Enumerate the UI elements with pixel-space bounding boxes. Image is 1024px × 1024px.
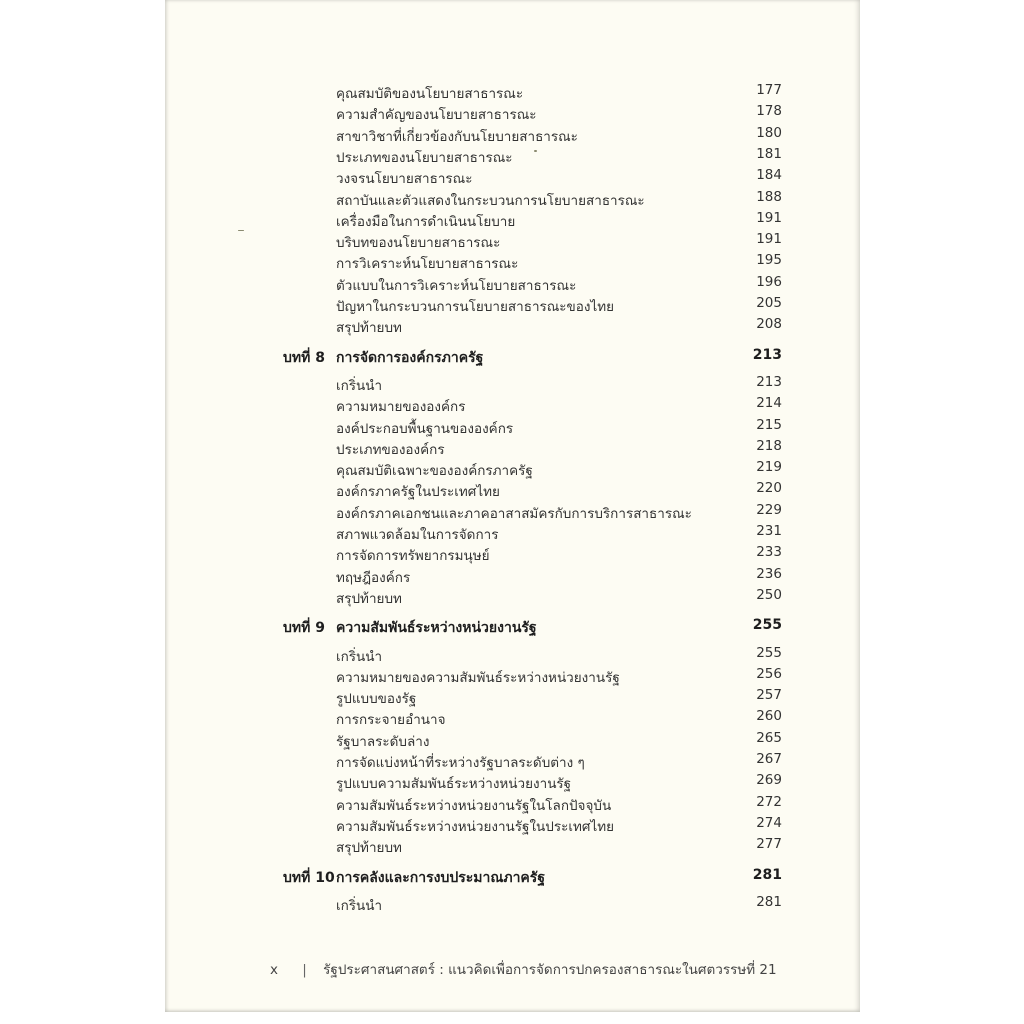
page-number: 257 bbox=[756, 687, 782, 704]
section-title: ความสัมพันธ์ระหว่างหน่วยงานรัฐในโลกปัจจุบัน bbox=[336, 797, 612, 814]
toc-row bbox=[0, 146, 1024, 166]
section-title: การวิเคราะห์นโยบายสาธารณะ bbox=[336, 256, 519, 273]
toc-row bbox=[0, 189, 1024, 209]
page-number: 260 bbox=[756, 708, 782, 725]
toc-row bbox=[0, 438, 1024, 458]
section-title: ความสำคัญของนโยบายสาธารณะ bbox=[336, 107, 537, 124]
toc-row bbox=[0, 523, 1024, 543]
section-title: การจัดการทรัพยากรมนุษย์ bbox=[336, 548, 490, 565]
page-number: 269 bbox=[756, 772, 782, 789]
toc-row bbox=[0, 687, 1024, 707]
paper-speck bbox=[238, 230, 244, 231]
toc-row bbox=[0, 480, 1024, 500]
page-number: 218 bbox=[756, 437, 782, 454]
toc-row bbox=[0, 815, 1024, 835]
section-title: ประเภทของนโยบายสาธารณะ bbox=[336, 149, 513, 166]
page-number: 177 bbox=[756, 82, 782, 98]
toc-row bbox=[0, 167, 1024, 187]
page-number: 205 bbox=[756, 295, 782, 311]
section-title: การกระจายอำนาจ bbox=[336, 712, 446, 729]
toc-row bbox=[0, 566, 1024, 586]
section-title: องค์ประกอบพื้นฐานขององค์กร bbox=[336, 420, 514, 437]
page-number: 213 bbox=[752, 346, 782, 363]
section-title: ปัญหาในกระบวนการนโยบายสาธารณะของไทย bbox=[336, 299, 615, 315]
chapter-label: บทที่ 10 bbox=[283, 869, 335, 886]
page-number: 272 bbox=[756, 793, 782, 810]
section-title: สรุปท้ายบท bbox=[336, 590, 402, 607]
page-number: 229 bbox=[756, 501, 782, 518]
toc-row bbox=[0, 316, 1024, 336]
toc-row bbox=[0, 103, 1024, 123]
page-number: 180 bbox=[756, 124, 782, 141]
toc-row bbox=[0, 395, 1024, 415]
chapter-title: การจัดการองค์กรภาครัฐ bbox=[336, 349, 484, 366]
footer-running-title: รัฐประศาสนศาสตร์ : แนวคิดเพื่อการจัดการปกครองสาธารณะในศตวรรษที่ 21 bbox=[323, 962, 777, 978]
footer-page-number: x bbox=[270, 962, 278, 978]
toc-row bbox=[0, 772, 1024, 792]
page-number: 255 bbox=[756, 644, 782, 661]
page-number: 250 bbox=[756, 586, 782, 603]
page-number: 188 bbox=[756, 188, 782, 205]
section-title: รูปแบบของรัฐ bbox=[336, 691, 417, 708]
section-title: เครื่องมือในการดำเนินนโยบาย bbox=[336, 213, 516, 230]
section-title: สรุปท้ายบท bbox=[336, 840, 402, 857]
section-title: คุณสมบัติเฉพาะขององค์กรภาครัฐ bbox=[336, 463, 533, 480]
toc-row bbox=[0, 210, 1024, 230]
toc-row bbox=[0, 417, 1024, 437]
chapter-label: บทที่ 9 bbox=[283, 620, 325, 637]
toc-row bbox=[0, 708, 1024, 728]
page-number: 274 bbox=[756, 814, 782, 831]
toc-row bbox=[0, 252, 1024, 272]
page-number: 281 bbox=[756, 893, 782, 910]
section-title: สรุปท้ายบท bbox=[336, 320, 402, 337]
page-number: 220 bbox=[756, 480, 782, 497]
section-title: ความหมายของความสัมพันธ์ระหว่างหน่วยงานรัฐ bbox=[336, 669, 620, 686]
toc-row bbox=[0, 502, 1024, 522]
paper-speck bbox=[534, 150, 537, 152]
toc-chapter-row bbox=[0, 347, 1024, 367]
section-title: สาขาวิชาที่เกี่ยวข้องกับนโยบายสาธารณะ bbox=[336, 128, 578, 145]
section-title: ความสัมพันธ์ระหว่างหน่วยงานรัฐในประเทศไทย bbox=[336, 818, 615, 835]
toc-row bbox=[0, 645, 1024, 665]
section-title: ความหมายขององค์กร bbox=[336, 399, 466, 416]
page-number: 191 bbox=[756, 209, 782, 226]
page-number: 191 bbox=[756, 231, 782, 248]
section-title: รูปแบบความสัมพันธ์ระหว่างหน่วยงานรัฐ bbox=[336, 776, 572, 793]
chapter-label: บทที่ 8 bbox=[283, 349, 325, 366]
toc-row bbox=[0, 730, 1024, 750]
section-title: บริบทของนโยบายสาธารณะ bbox=[336, 235, 501, 252]
page-number: 265 bbox=[756, 729, 782, 746]
toc-chapter-row bbox=[0, 617, 1024, 637]
page-number: 267 bbox=[756, 751, 782, 767]
page-number: 181 bbox=[756, 145, 782, 162]
section-title: เกริ่นนำ bbox=[336, 377, 383, 394]
section-title: องค์กรภาคเอกชนและภาคอาสาสมัครกับการบริการสาธารณะ bbox=[336, 505, 692, 522]
section-title: ทฤษฎีองค์กร bbox=[336, 569, 411, 586]
toc-row bbox=[0, 544, 1024, 564]
page-number: 178 bbox=[756, 103, 782, 120]
section-title: รัฐบาลระดับล่าง bbox=[336, 733, 430, 750]
section-title: สภาพแวดล้อมในการจัดการ bbox=[336, 527, 499, 543]
page-number: 195 bbox=[756, 252, 782, 269]
page-number: 256 bbox=[756, 665, 782, 682]
page-number: 255 bbox=[752, 617, 782, 634]
page-number: 236 bbox=[756, 565, 782, 582]
running-footer bbox=[270, 958, 777, 980]
page-number: 213 bbox=[756, 373, 782, 390]
toc-row bbox=[0, 666, 1024, 686]
section-title: เกริ่นนำ bbox=[336, 648, 383, 665]
section-title: ตัวแบบในการวิเคราะห์นโยบายสาธารณะ bbox=[336, 277, 577, 294]
toc-row bbox=[0, 794, 1024, 814]
page-number: 277 bbox=[756, 836, 782, 853]
page-number: 281 bbox=[752, 866, 782, 883]
toc-chapter-row bbox=[0, 867, 1024, 887]
toc-row bbox=[0, 125, 1024, 145]
toc-row bbox=[0, 894, 1024, 914]
section-title: การจัดแบ่งหน้าที่ระหว่างรัฐบาลระดับต่าง ๆ bbox=[336, 755, 585, 771]
footer-separator: | bbox=[302, 962, 307, 978]
section-title: องค์กรภาครัฐในประเทศไทย bbox=[336, 484, 500, 501]
chapter-title: การคลังและการงบประมาณภาครัฐ bbox=[336, 869, 546, 886]
chapter-title: ความสัมพันธ์ระหว่างหน่วยงานรัฐ bbox=[336, 620, 537, 637]
toc-row bbox=[0, 82, 1024, 102]
toc-row bbox=[0, 231, 1024, 251]
page-number: 208 bbox=[756, 316, 782, 333]
page-number: 214 bbox=[756, 395, 782, 412]
page-number: 233 bbox=[756, 544, 782, 561]
page-number: 215 bbox=[756, 416, 782, 433]
page-number: 184 bbox=[756, 167, 782, 184]
section-title: คุณสมบัติของนโยบายสาธารณะ bbox=[336, 86, 524, 102]
toc-row bbox=[0, 751, 1024, 771]
toc-row bbox=[0, 274, 1024, 294]
section-title: วงจรนโยบายสาธารณะ bbox=[336, 171, 473, 188]
toc-row bbox=[0, 459, 1024, 479]
toc-row bbox=[0, 587, 1024, 607]
toc-row bbox=[0, 836, 1024, 856]
section-title: ประเภทขององค์กร bbox=[336, 441, 445, 458]
page-number: 231 bbox=[756, 523, 782, 539]
section-title: เกริ่นนำ bbox=[336, 897, 383, 914]
page-number: 219 bbox=[756, 459, 782, 476]
toc-row bbox=[0, 374, 1024, 394]
page-number: 196 bbox=[756, 273, 782, 290]
toc-row bbox=[0, 295, 1024, 315]
section-title: สถาบันและตัวแสดงในกระบวนการนโยบายสาธารณะ bbox=[336, 192, 645, 209]
